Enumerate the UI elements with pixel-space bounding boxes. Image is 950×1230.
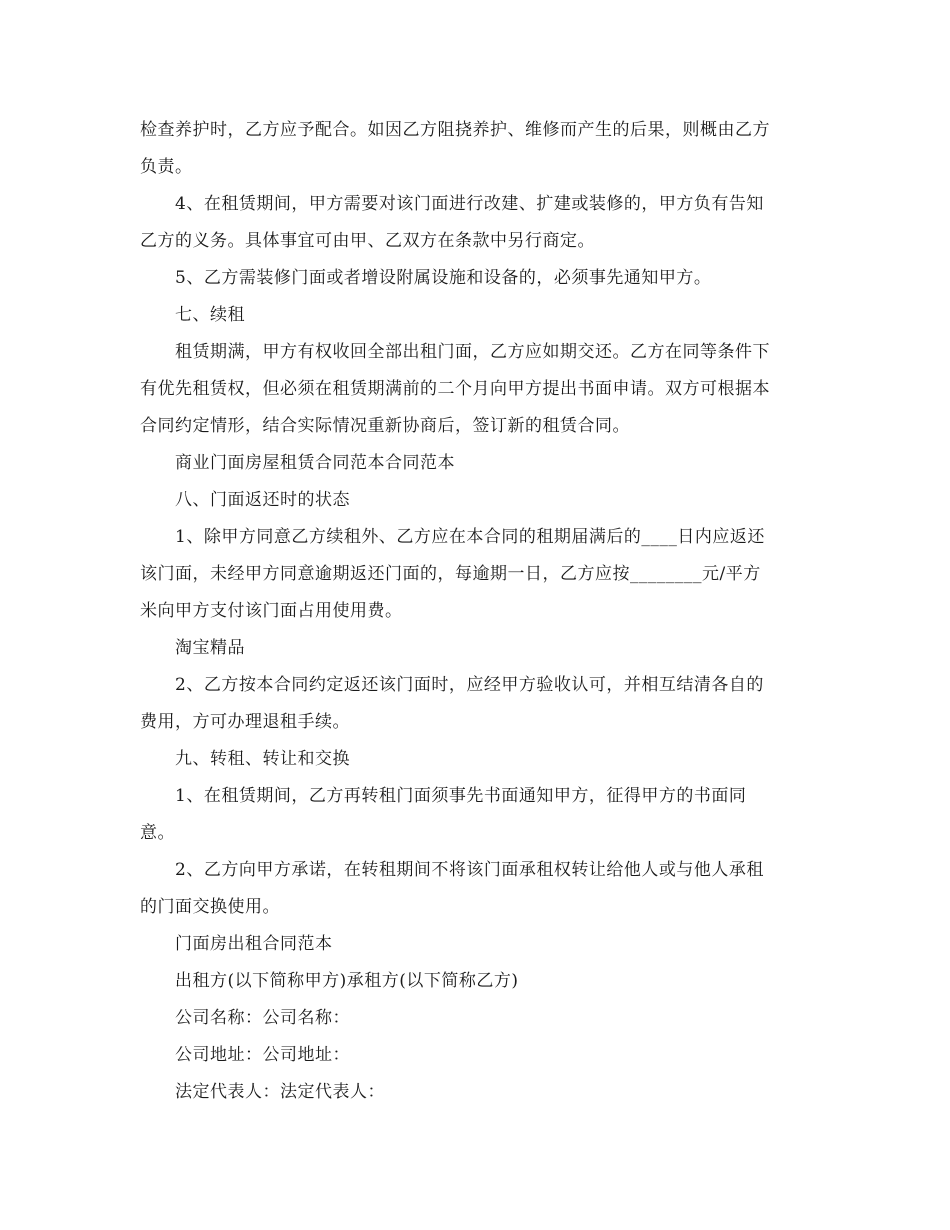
text-line-13: 该门面，未经甲方同意逾期返还门面的，每逾期一日，乙方应按________元/平方 [140,564,761,584]
subtitle-line-2: 门面房出租合同范本 [175,934,333,954]
text-line-9: 合同约定情形，结合实际情况重新协商后，签订新的租赁合同。 [140,416,630,436]
text-line-14: 米向甲方支付该门面占用使用费。 [140,601,403,621]
text-line-19: 1、在租赁期间，乙方再转租门面须事先书面通知甲方，征得甲方的书面同 [175,786,747,806]
text-line-27: 法定代表人：法定代表人： [175,1082,385,1102]
text-line-20: 意。 [140,823,175,843]
text-line-8: 有优先租赁权，但必须在租赁期满前的二个月向甲方提出书面申请。双方可根据本 [140,379,770,399]
text-line-4: 乙方的义务。具体事宜可由甲、乙双方在条款中另行商定。 [140,231,595,251]
text-line-5: 5、乙方需装修门面或者增设附属设施和设备的，必须事先通知甲方。 [175,268,712,288]
text-line-12: 1、除甲方同意乙方续租外、乙方应在本合同的租期届满后的____日内应返还 [175,527,765,547]
text-line-21: 2、乙方向甲方承诺，在转租期间不将该门面承租权转让给他人或与他人承租 [175,860,764,880]
section-heading-sublease: 九、转租、转让和交换 [175,749,350,769]
text-line-26: 公司地址：公司地址： [175,1045,350,1065]
section-heading-return-state: 八、门面返还时的状态 [175,490,350,510]
text-line-24: 出租方(以下简称甲方)承租方(以下简称乙方) [175,971,519,991]
text-line-3: 4、在租赁期间，甲方需要对该门面进行改建、扩建或装修的，甲方负有告知 [175,194,764,214]
text-line-1: 检查养护时，乙方应予配合。如因乙方阻挠养护、维修而产生的后果，则概由乙方 [140,120,770,140]
text-line-15: 淘宝精品 [175,638,245,658]
text-line-22: 的门面交换使用。 [140,897,280,917]
text-line-2: 负责。 [140,157,193,177]
text-line-25: 公司名称：公司名称： [175,1008,350,1028]
text-line-17: 费用，方可办理退租手续。 [140,712,350,732]
subtitle-line-1: 商业门面房屋租赁合同范本合同范本 [175,453,455,473]
text-line-7: 租赁期满，甲方有权收回全部出租门面，乙方应如期交还。乙方在同等条件下 [175,342,770,362]
section-heading-renewal: 七、续租 [175,305,245,325]
text-line-16: 2、乙方按本合同约定返还该门面时，应经甲方验收认可，并相互结清各自的 [175,675,764,695]
